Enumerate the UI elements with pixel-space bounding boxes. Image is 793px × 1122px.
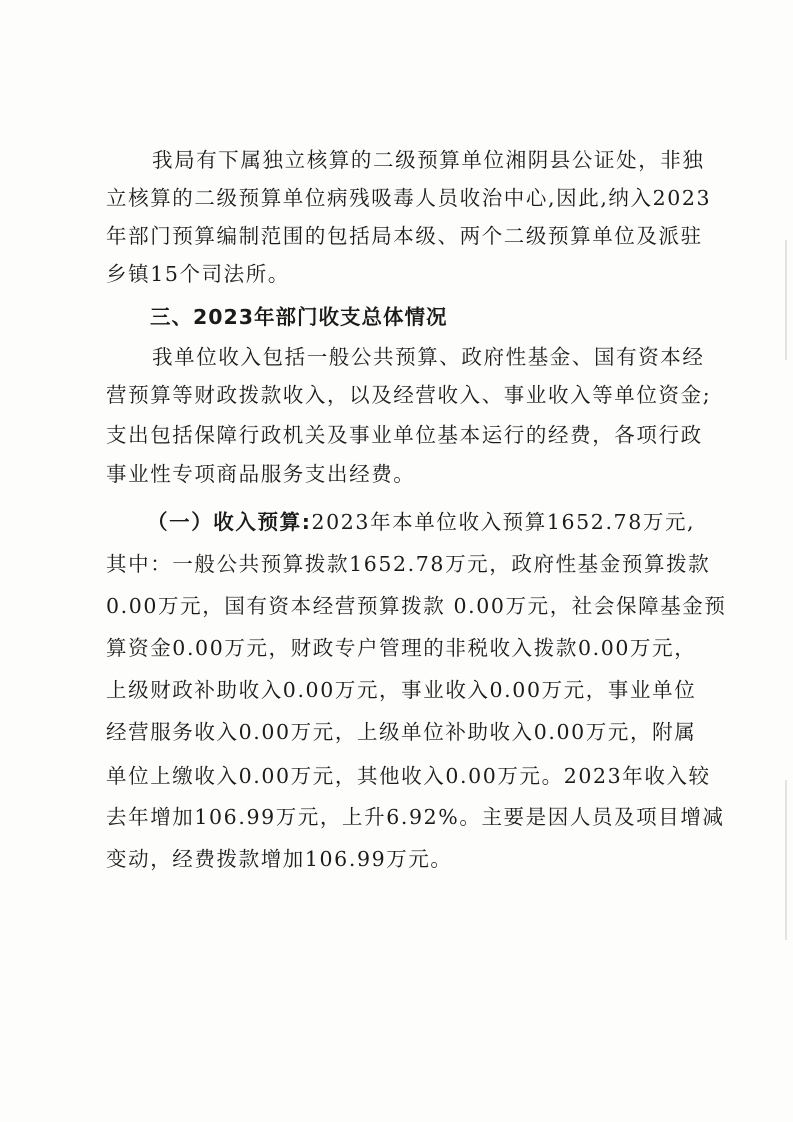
paragraph-3-line-3: 算资金0.00万元，财政专户管理的非税收入拨款0.00万元， (106, 636, 697, 660)
income-first-line (0, 508, 793, 536)
paragraph-2-line-2: 营预算等财政拨款收入，以及经营收入、事业收入等单位资金; (106, 383, 712, 407)
paragraph-3-line-2: 0.00万元，国有资本经营预算拨款 0.00万元，社会保障基金预 (106, 594, 727, 618)
paragraph-3-line-8: 变动，经费拨款增加106.99万元。 (106, 847, 453, 871)
scan-edge-mark (785, 240, 787, 360)
paragraph-3-line-5: 经营服务收入0.00万元，上级单位补助收入0.00万元，附属 (106, 720, 697, 744)
section-heading: 三、2023年部门收支总体情况 (150, 305, 448, 329)
paragraph-2-line-4: 事业性专项商品服务支出经费。 (106, 462, 416, 486)
paragraph-1-line-3: 年部门预算编制范围的包括局本级、两个二级预算单位及派驻 (106, 224, 703, 248)
income-first-line-rest: 2023年本单位收入预算1652.78万元, (311, 510, 696, 534)
paragraph-1-line-1: 我局有下属独立核算的二级预算单位湘阴县公证处，非独 (152, 148, 705, 172)
scan-edge-mark (785, 780, 787, 940)
paragraph-3-line-7: 去年增加106.99万元，上升6.92%。主要是因人员及项目增减 (106, 805, 725, 829)
paragraph-3-line-1: 其中：一般公共预算拨款1652.78万元，政府性基金预算拨款 (106, 552, 711, 576)
paragraph-1-line-2: 立核算的二级预算单位病残吸毒人员收治中心,因此,纳入2023 (106, 186, 712, 210)
paragraph-2-line-3: 支出包括保障行政机关及事业单位基本运行的经费，各项行政 (106, 423, 703, 447)
paragraph-2-line-1: 我单位收入包括一般公共预算、政府性基金、国有资本经 (152, 345, 705, 369)
paragraph-3-line-6: 单位上缴收入0.00万元，其他收入0.00万元。2023年收入较 (106, 764, 711, 788)
income-label: （一）收入预算: (147, 510, 312, 534)
paragraph-1-line-4: 乡镇15个司法所。 (106, 262, 290, 286)
paragraph-3-line-4: 上级财政补助收入0.00万元，事业收入0.00万元，事业单位 (106, 678, 697, 702)
